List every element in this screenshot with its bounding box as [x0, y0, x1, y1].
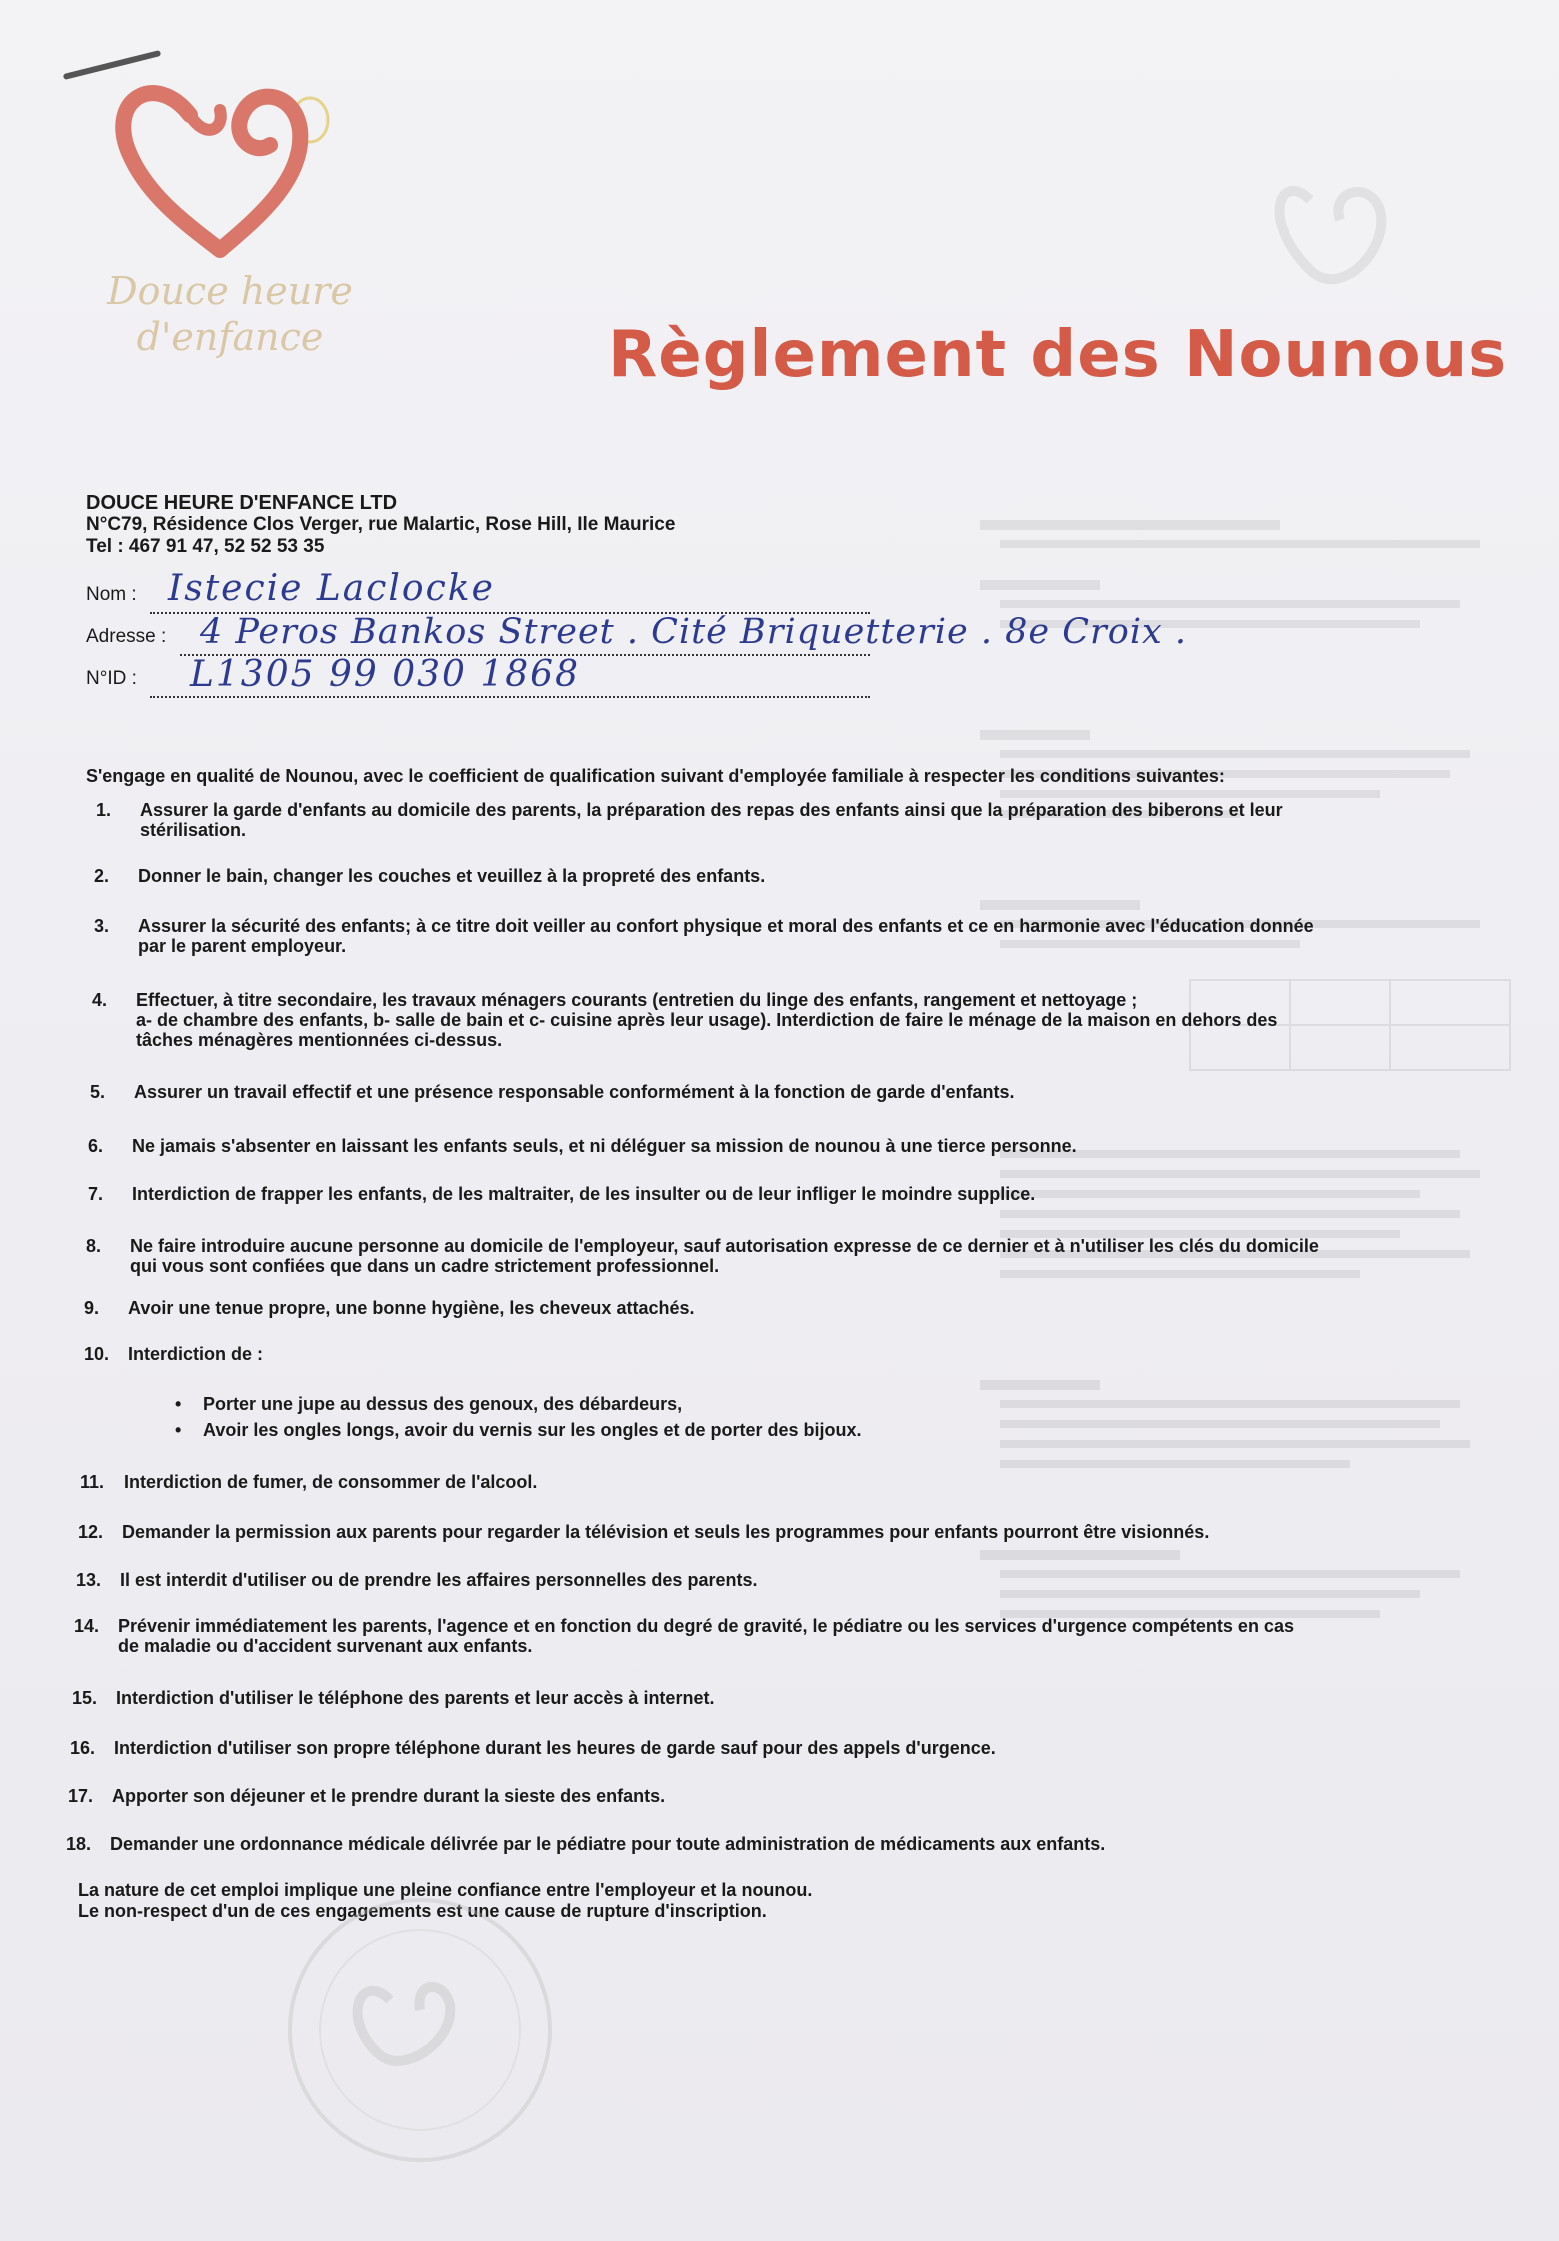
rule-text	[114, 1738, 1434, 1758]
rule-text	[128, 1344, 1448, 1364]
rule-text-line: Interdiction d'utiliser son propre téléphone durant les heures de garde sauf pour des appels d'urgence.	[114, 1738, 996, 1758]
id-label: N°ID :	[86, 668, 137, 689]
rule-text-line: Ne faire introduire aucune personne au domicile de l'employeur, sauf autorisation expresse de ce dernier et à n'utiliser les clés du domicile	[130, 1236, 1319, 1256]
rule-number: 11.	[80, 1472, 105, 1492]
rule-text-line: Interdiction de :	[128, 1344, 263, 1364]
company-address: N°C79, Résidence Clos Verger, rue Malartic, Rose Hill, Ile Maurice	[86, 514, 676, 535]
rule-number: 5.	[90, 1082, 106, 1102]
rule-text	[124, 1472, 1444, 1492]
rule-number: 1.	[96, 800, 112, 820]
rule-text-line: Demander la permission aux parents pour regarder la télévision et seuls les programmes pour enfants pourront être visionnés.	[122, 1522, 1210, 1542]
adresse-handwritten-value: 4 Peros Bankos Street . Cité Briquetterie . 8e Croix .	[200, 612, 1188, 652]
rule-text-line: stérilisation.	[140, 820, 247, 840]
bullet-item: • Avoir les ongles longs, avoir du vernis sur les ongles et de porter des bijoux.	[175, 1420, 862, 1440]
id-field	[86, 668, 137, 690]
rule-number: 17.	[68, 1786, 94, 1806]
rule-text	[120, 1570, 1440, 1590]
rule-number: 14.	[74, 1616, 100, 1636]
rule-text	[136, 990, 1456, 1050]
rule-number: 2.	[94, 866, 110, 886]
rule-number: 18.	[66, 1834, 92, 1854]
nom-handwritten-value: Istecie Laclocke	[168, 568, 495, 609]
rule-text	[130, 1236, 1450, 1276]
rule-number: 16.	[70, 1738, 96, 1758]
id-dotted-line	[150, 696, 870, 698]
rule-text-line: Demander une ordonnance médicale délivrée par le pédiatre pour toute administration de médicaments aux enfants.	[110, 1834, 1106, 1854]
rule-number: 4.	[92, 990, 108, 1010]
rule-number: 10.	[84, 1344, 110, 1364]
faded-stamp	[270, 1880, 570, 2180]
rule-text-line: Assurer un travail effectif et une présence responsable conformément à la fonction de garde d'enfants.	[134, 1082, 1015, 1102]
rule-text-line: de maladie ou d'accident survenant aux enfants.	[118, 1636, 533, 1656]
rule-text-line: Interdiction d'utiliser le téléphone des parents et leur accès à internet.	[116, 1688, 715, 1708]
adresse-field	[86, 626, 166, 648]
rule-text-line: Assurer la sécurité des enfants; à ce titre doit veiller au confort physique et moral des enfants et ce en harmonie avec l'éducation donnée	[138, 916, 1314, 936]
rule-text	[132, 1136, 1452, 1156]
adresse-label: Adresse :	[86, 626, 167, 647]
rule-text-line: Donner le bain, changer les couches et veuillez à la propreté des enfants.	[138, 866, 766, 886]
closing-line: La nature de cet emploi implique une pleine confiance entre l'employeur et la nounou.	[78, 1880, 813, 1900]
logo-text-line2: d'enfance	[136, 315, 324, 359]
rule-text-line: qui vous sont confiées que dans un cadre strictement professionnel.	[130, 1256, 720, 1276]
rule-text	[112, 1786, 1432, 1806]
logo-text-line1: Douce heure	[107, 269, 353, 313]
rule-text-line: Effectuer, à titre secondaire, les travaux ménagers courants (entretien du linge des enfants, rangement et nettoyage ;	[136, 990, 1138, 1010]
rule-number: 7.	[88, 1184, 104, 1204]
nom-field	[86, 584, 137, 606]
bullet-item: • Porter une jupe au dessus des genoux, des débardeurs,	[175, 1394, 683, 1414]
rule-number: 3.	[94, 916, 110, 936]
rule-text	[116, 1688, 1436, 1708]
rule-text-line: Interdiction de frapper les enfants, de les maltraiter, de les insulter ou de leur infliger le moindre supplice.	[132, 1184, 1036, 1204]
rule-text-line: a- de chambre des enfants, b- salle de bain et c- cuisine après leur usage). Interdiction de faire le ménage de la maison en dehors des	[136, 1010, 1278, 1030]
bullet-text: Avoir les ongles longs, avoir du vernis sur les ongles et de porter des bijoux.	[203, 1420, 862, 1440]
logo-text	[100, 268, 360, 360]
rule-number: 9.	[84, 1298, 100, 1318]
company-name: DOUCE HEURE D'ENFANCE LTD	[86, 492, 398, 514]
rule-text-line: par le parent employeur.	[138, 936, 347, 956]
rule-text-line: Avoir une tenue propre, une bonne hygiène, les cheveux attachés.	[128, 1298, 695, 1318]
rule-text	[134, 1082, 1454, 1102]
rule-text-line: tâches ménagères mentionnées ci-dessus.	[136, 1030, 503, 1050]
closing-line: Le non-respect d'un de ces engagements est une cause de rupture d'inscription.	[78, 1901, 767, 1921]
company-phone: Tel : 467 91 47, 52 52 53 35	[86, 536, 325, 557]
bullet-text: Porter une jupe au dessus des genoux, des débardeurs,	[203, 1394, 683, 1414]
bleed-through-logo	[1270, 160, 1410, 320]
company-info	[86, 492, 675, 558]
rule-text	[138, 916, 1458, 956]
rule-text-line: Interdiction de fumer, de consommer de l'alcool.	[124, 1472, 538, 1492]
rule-text-line: Ne jamais s'absenter en laissant les enfants seuls, et ni déléguer sa mission de nounou à une tierce personne.	[132, 1136, 1077, 1156]
rule-text	[128, 1298, 1448, 1318]
rule-text	[132, 1184, 1452, 1204]
rule-text	[122, 1522, 1442, 1542]
rule-number: 12.	[78, 1522, 104, 1542]
rule-text-line: Prévenir immédiatement les parents, l'agence et en fonction du degré de gravité, le pédiatre ou les services d'urgence compétents en cas	[118, 1616, 1294, 1636]
id-handwritten-value: L1305 99 030 1868	[190, 654, 580, 695]
rule-number: 8.	[86, 1236, 102, 1256]
rule-text-line: Il est interdit d'utiliser ou de prendre les affaires personnelles des parents.	[120, 1570, 758, 1590]
intro-text: S'engage en qualité de Nounou, avec le coefficient de qualification suivant d'employée familiale à respecter les conditions suivantes:	[86, 766, 1225, 786]
rule-text-line: Assurer la garde d'enfants au domicile des parents, la préparation des repas des enfants ainsi que la préparation des biberons et leur	[140, 800, 1283, 820]
rule-text-line: Apporter son déjeuner et le prendre durant la sieste des enfants.	[112, 1786, 666, 1806]
rule-text	[110, 1834, 1430, 1854]
rule-text	[118, 1616, 1438, 1656]
nom-label: Nom :	[86, 584, 137, 605]
rule-text	[140, 800, 1460, 840]
rule-number: 6.	[88, 1136, 104, 1156]
rule-number: 13.	[76, 1570, 102, 1590]
rule-number: 15.	[72, 1688, 98, 1708]
page-title: Règlement des Nounous	[608, 318, 1508, 392]
rule-text	[138, 866, 1458, 886]
